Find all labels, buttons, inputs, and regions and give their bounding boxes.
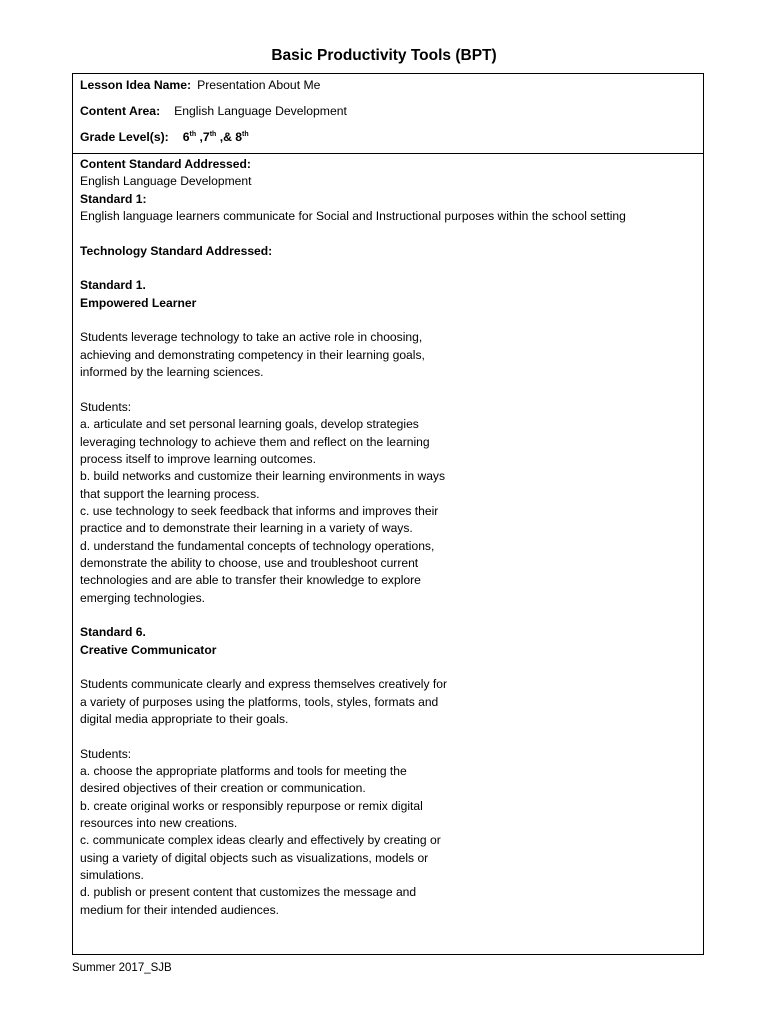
standard-1-description — [80, 329, 697, 381]
standard-6-description — [80, 676, 697, 728]
text-line: achieving and demonstrating competency in their learning goals, — [80, 347, 425, 362]
standards-body — [80, 156, 697, 919]
content-area-value: English Language Development — [174, 104, 347, 118]
grade-level-row — [80, 130, 249, 144]
content-standard-text: English language learners communicate for Social and Instructional purposes within the school setting — [80, 209, 626, 224]
grade-sup-1: th — [189, 131, 197, 138]
text-line: using a variety of digital objects such as visualizations, models or — [80, 850, 429, 865]
text-line: simulations. — [80, 868, 144, 883]
text-line: practice and to demonstrate their learning in a variety of ways. — [80, 521, 413, 536]
grade-8: ,& 8 — [219, 130, 243, 144]
text-line: emerging technologies. — [80, 590, 206, 605]
page-footer: Summer 2017_SJB — [72, 962, 172, 974]
text-line: a variety of purposes using the platforms, tools, styles, formats and — [80, 694, 439, 709]
standard-1-students-label: Students: — [80, 399, 132, 414]
standard-6-name: Creative Communicator — [80, 642, 217, 657]
text-line: leveraging technology to achieve them and reflect on the learning — [80, 434, 430, 449]
text-line: b. build networks and customize their learning environments in ways — [80, 469, 446, 484]
lesson-idea-row — [80, 78, 320, 92]
text-line: b. create original works or responsibly repurpose or remix digital — [80, 798, 423, 813]
standard-1-items — [80, 416, 697, 607]
grade-7: ,7 — [199, 130, 210, 144]
standard-1-label: Standard 1. — [80, 278, 146, 293]
technology-standard-heading: Technology Standard Addressed: — [80, 243, 273, 258]
page-title: Basic Productivity Tools (BPT) — [271, 47, 497, 64]
content-area-row — [80, 104, 347, 118]
grade-level-label: Grade Level(s): — [80, 130, 169, 144]
content-standard-label: Standard 1: — [80, 191, 147, 206]
text-line: that support the learning process. — [80, 486, 260, 501]
grade-level-value — [183, 130, 249, 144]
grade-sup-3: th — [242, 131, 249, 138]
standard-6-items — [80, 763, 697, 919]
lesson-idea-label: Lesson Idea Name: — [80, 78, 192, 92]
lesson-info-box — [72, 73, 704, 154]
text-line: desired objectives of their creation or communication. — [80, 781, 366, 796]
standard-6-students-label: Students: — [80, 746, 132, 761]
text-line: d. understand the fundamental concepts of technology operations, — [80, 538, 435, 553]
text-line: resources into new creations. — [80, 816, 238, 831]
standard-6-label: Standard 6. — [80, 625, 146, 640]
text-line: medium for their intended audiences. — [80, 902, 279, 917]
text-line: c. use technology to seek feedback that informs and improves their — [80, 503, 439, 518]
text-line: d. publish or present content that customizes the message and — [80, 885, 417, 900]
content-standard-heading: Content Standard Addressed: — [80, 157, 251, 171]
standards-box — [72, 153, 704, 955]
text-line: demonstrate the ability to choose, use and troubleshoot current — [80, 555, 419, 570]
text-line: a. articulate and set personal learning goals, develop strategies — [80, 417, 419, 432]
content-area-label: Content Area: — [80, 104, 161, 118]
text-line: c. communicate complex ideas clearly and effectively by creating or — [80, 833, 441, 848]
grade-6: 6 — [182, 130, 190, 144]
text-line: Students leverage technology to take an active role in choosing, — [80, 330, 423, 345]
lesson-idea-value: Presentation About Me — [197, 78, 321, 92]
text-line: process itself to improve learning outcomes. — [80, 451, 316, 466]
text-line: Students communicate clearly and express themselves creatively for — [80, 677, 448, 692]
grade-sup-2: th — [209, 131, 217, 138]
text-line: technologies and are able to transfer their knowledge to explore — [80, 573, 421, 588]
content-standard-subject: English Language Development — [80, 174, 252, 189]
text-line: digital media appropriate to their goals. — [80, 712, 289, 726]
standard-1-name: Empowered Learner — [80, 295, 197, 310]
text-line: informed by the learning sciences. — [80, 365, 264, 380]
text-line: a. choose the appropriate platforms and tools for meeting the — [80, 764, 407, 779]
